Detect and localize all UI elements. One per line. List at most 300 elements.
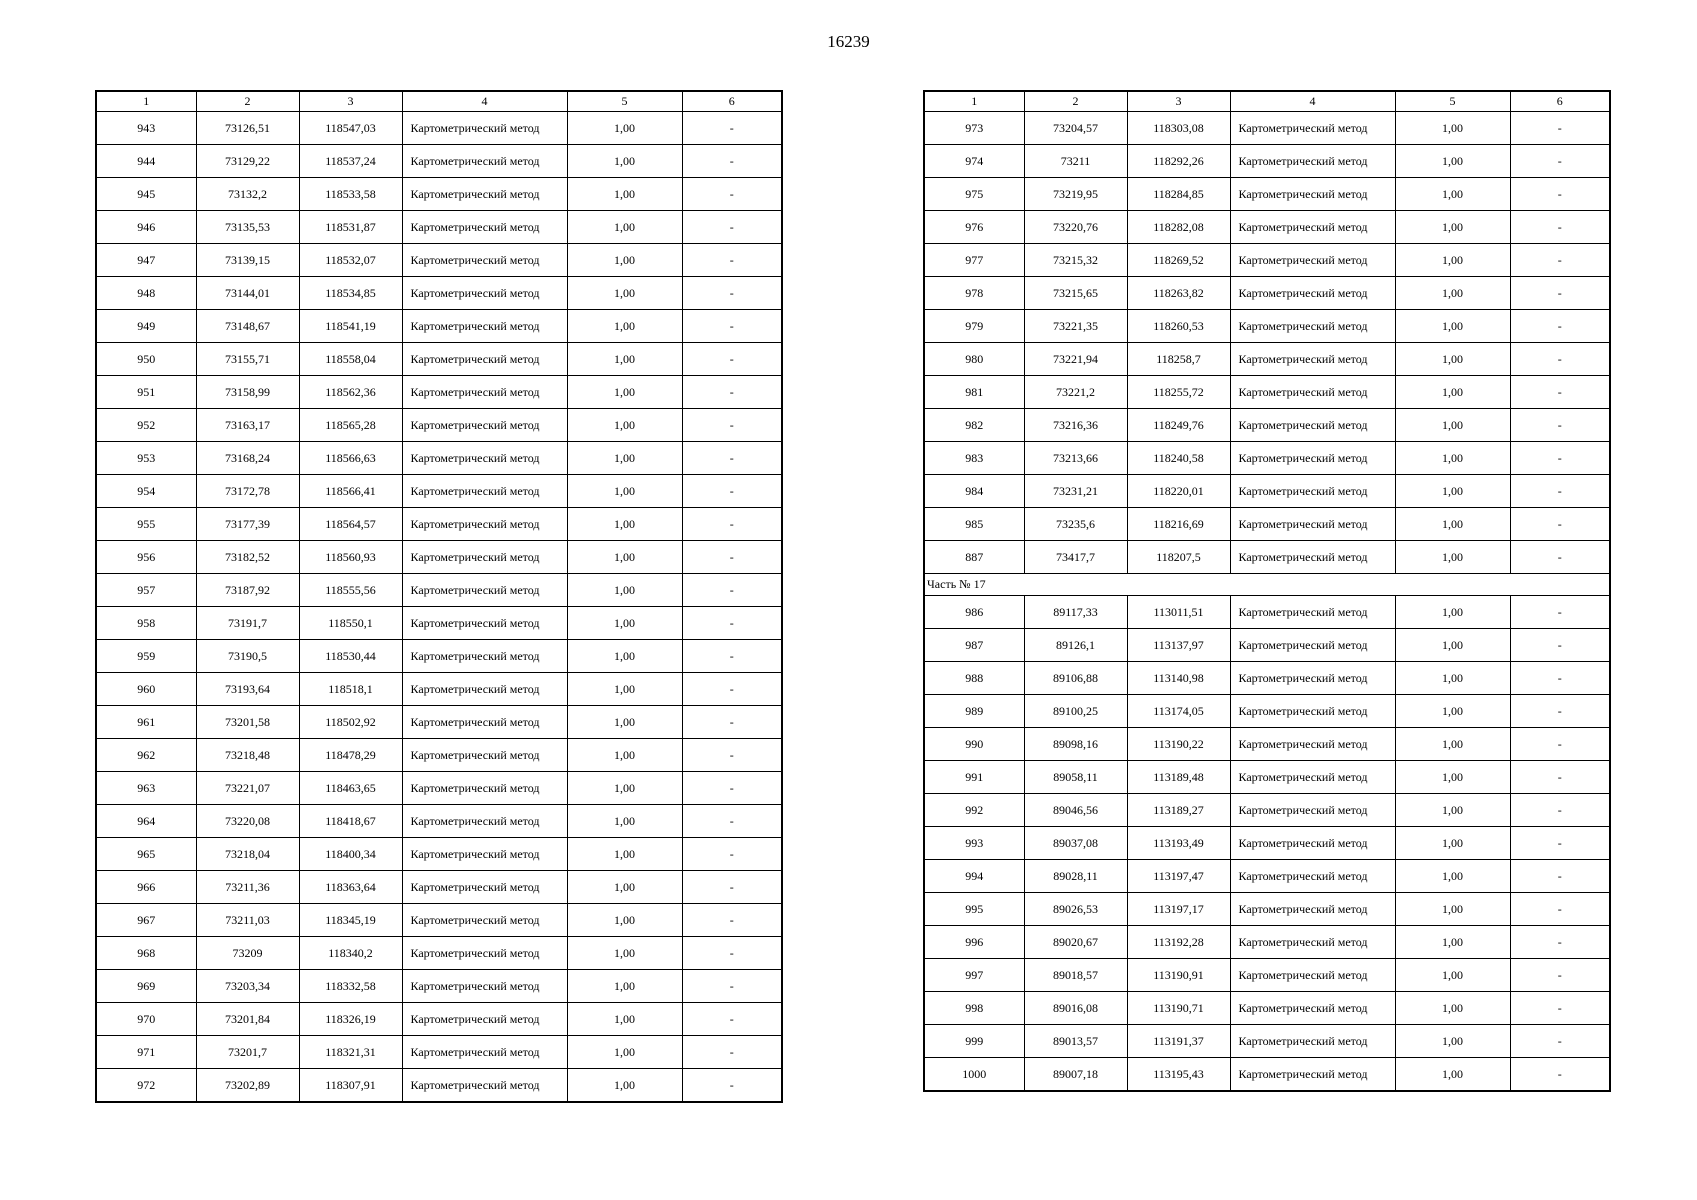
table-row bbox=[924, 541, 1610, 574]
accuracy-cell: 1,00 bbox=[567, 211, 682, 244]
note-cell: - bbox=[682, 1003, 782, 1036]
note-cell: - bbox=[682, 277, 782, 310]
table-row bbox=[924, 475, 1610, 508]
note-cell: - bbox=[682, 145, 782, 178]
x-coordinate-cell: 89046,56 bbox=[1024, 794, 1127, 827]
method-cell: Картометрический метод bbox=[402, 145, 567, 178]
method-cell: Картометрический метод bbox=[1230, 376, 1395, 409]
table-row bbox=[96, 871, 782, 904]
y-coordinate-cell: 113190,71 bbox=[1127, 992, 1230, 1025]
y-coordinate-cell: 118292,26 bbox=[1127, 145, 1230, 178]
x-coordinate-cell: 89013,57 bbox=[1024, 1025, 1127, 1058]
table-row bbox=[924, 211, 1610, 244]
note-cell: - bbox=[682, 1036, 782, 1069]
column-header-2: 2 bbox=[1024, 91, 1127, 112]
method-cell: Картометрический метод bbox=[1230, 112, 1395, 145]
point-number-cell: 951 bbox=[96, 376, 196, 409]
y-coordinate-cell: 118531,87 bbox=[299, 211, 402, 244]
point-number-cell: 978 bbox=[924, 277, 1024, 310]
x-coordinate-cell: 73209 bbox=[196, 937, 299, 970]
method-cell: Картометрический метод bbox=[402, 805, 567, 838]
table-row bbox=[96, 442, 782, 475]
note-cell: - bbox=[1510, 728, 1610, 761]
method-cell: Картометрический метод bbox=[402, 739, 567, 772]
method-cell: Картометрический метод bbox=[1230, 178, 1395, 211]
point-number-cell: 946 bbox=[96, 211, 196, 244]
table-row bbox=[924, 376, 1610, 409]
method-cell: Картометрический метод bbox=[402, 1036, 567, 1069]
table-row bbox=[96, 607, 782, 640]
column-header-4: 4 bbox=[1230, 91, 1395, 112]
method-cell: Картометрический метод bbox=[1230, 827, 1395, 860]
y-coordinate-cell: 118263,82 bbox=[1127, 277, 1230, 310]
accuracy-cell: 1,00 bbox=[567, 475, 682, 508]
point-number-cell: 990 bbox=[924, 728, 1024, 761]
table-row bbox=[96, 145, 782, 178]
table-row bbox=[924, 178, 1610, 211]
method-cell: Картометрический метод bbox=[402, 409, 567, 442]
table-row bbox=[924, 992, 1610, 1025]
point-number-cell: 975 bbox=[924, 178, 1024, 211]
accuracy-cell: 1,00 bbox=[567, 1069, 682, 1103]
method-cell: Картометрический метод bbox=[402, 244, 567, 277]
section-label: Часть № 17 bbox=[924, 574, 1610, 596]
table-row bbox=[96, 541, 782, 574]
x-coordinate-cell: 73177,39 bbox=[196, 508, 299, 541]
method-cell: Картометрический метод bbox=[402, 277, 567, 310]
method-cell: Картометрический метод bbox=[402, 706, 567, 739]
method-cell: Картометрический метод bbox=[402, 310, 567, 343]
point-number-cell: 964 bbox=[96, 805, 196, 838]
table-row bbox=[96, 805, 782, 838]
accuracy-cell: 1,00 bbox=[1395, 475, 1510, 508]
accuracy-cell: 1,00 bbox=[567, 1003, 682, 1036]
x-coordinate-cell: 73220,08 bbox=[196, 805, 299, 838]
point-number-cell: 965 bbox=[96, 838, 196, 871]
table-row bbox=[96, 673, 782, 706]
table-row bbox=[96, 1069, 782, 1103]
note-cell: - bbox=[1510, 926, 1610, 959]
point-number-cell: 998 bbox=[924, 992, 1024, 1025]
accuracy-cell: 1,00 bbox=[567, 871, 682, 904]
x-coordinate-cell: 73221,35 bbox=[1024, 310, 1127, 343]
y-coordinate-cell: 118502,92 bbox=[299, 706, 402, 739]
method-cell: Картометрический метод bbox=[1230, 926, 1395, 959]
column-header-5: 5 bbox=[567, 91, 682, 112]
method-cell: Картометрический метод bbox=[402, 442, 567, 475]
x-coordinate-cell: 73219,95 bbox=[1024, 178, 1127, 211]
point-number-cell: 887 bbox=[924, 541, 1024, 574]
accuracy-cell: 1,00 bbox=[567, 706, 682, 739]
y-coordinate-cell: 113189,27 bbox=[1127, 794, 1230, 827]
accuracy-cell: 1,00 bbox=[1395, 277, 1510, 310]
table-row bbox=[924, 112, 1610, 145]
y-coordinate-cell: 118216,69 bbox=[1127, 508, 1230, 541]
accuracy-cell: 1,00 bbox=[1395, 695, 1510, 728]
accuracy-cell: 1,00 bbox=[567, 310, 682, 343]
y-coordinate-cell: 118220,01 bbox=[1127, 475, 1230, 508]
y-coordinate-cell: 118562,36 bbox=[299, 376, 402, 409]
method-cell: Картометрический метод bbox=[1230, 695, 1395, 728]
table-row bbox=[924, 343, 1610, 376]
accuracy-cell: 1,00 bbox=[567, 541, 682, 574]
point-number-cell: 959 bbox=[96, 640, 196, 673]
table-row bbox=[96, 112, 782, 145]
x-coordinate-cell: 73155,71 bbox=[196, 343, 299, 376]
table-row bbox=[96, 277, 782, 310]
accuracy-cell: 1,00 bbox=[567, 838, 682, 871]
y-coordinate-cell: 118363,64 bbox=[299, 871, 402, 904]
point-number-cell: 995 bbox=[924, 893, 1024, 926]
method-cell: Картометрический метод bbox=[402, 211, 567, 244]
table-row bbox=[924, 409, 1610, 442]
method-cell: Картометрический метод bbox=[1230, 409, 1395, 442]
x-coordinate-cell: 89098,16 bbox=[1024, 728, 1127, 761]
point-number-cell: 976 bbox=[924, 211, 1024, 244]
x-coordinate-cell: 73182,52 bbox=[196, 541, 299, 574]
table-row bbox=[924, 1058, 1610, 1092]
table-row bbox=[924, 728, 1610, 761]
accuracy-cell: 1,00 bbox=[567, 277, 682, 310]
accuracy-cell: 1,00 bbox=[1395, 508, 1510, 541]
accuracy-cell: 1,00 bbox=[567, 772, 682, 805]
note-cell: - bbox=[1510, 178, 1610, 211]
x-coordinate-cell: 73168,24 bbox=[196, 442, 299, 475]
method-cell: Картометрический метод bbox=[402, 178, 567, 211]
column-header-4: 4 bbox=[402, 91, 567, 112]
x-coordinate-cell: 89058,11 bbox=[1024, 761, 1127, 794]
point-number-cell: 988 bbox=[924, 662, 1024, 695]
column-header-2: 2 bbox=[196, 91, 299, 112]
note-cell: - bbox=[682, 244, 782, 277]
note-cell: - bbox=[682, 805, 782, 838]
note-cell: - bbox=[682, 607, 782, 640]
point-number-cell: 992 bbox=[924, 794, 1024, 827]
x-coordinate-cell: 73231,21 bbox=[1024, 475, 1127, 508]
note-cell: - bbox=[682, 904, 782, 937]
method-cell: Картометрический метод bbox=[402, 508, 567, 541]
point-number-cell: 991 bbox=[924, 761, 1024, 794]
point-number-cell: 994 bbox=[924, 860, 1024, 893]
note-cell: - bbox=[1510, 376, 1610, 409]
method-cell: Картометрический метод bbox=[402, 1003, 567, 1036]
accuracy-cell: 1,00 bbox=[1395, 145, 1510, 178]
method-cell: Картометрический метод bbox=[402, 640, 567, 673]
x-coordinate-cell: 73201,58 bbox=[196, 706, 299, 739]
y-coordinate-cell: 118558,04 bbox=[299, 343, 402, 376]
y-coordinate-cell: 118249,76 bbox=[1127, 409, 1230, 442]
table-row bbox=[96, 838, 782, 871]
point-number-cell: 955 bbox=[96, 508, 196, 541]
column-header-1: 1 bbox=[96, 91, 196, 112]
x-coordinate-cell: 73221,07 bbox=[196, 772, 299, 805]
table-row bbox=[96, 475, 782, 508]
accuracy-cell: 1,00 bbox=[567, 607, 682, 640]
x-coordinate-cell: 73216,36 bbox=[1024, 409, 1127, 442]
y-coordinate-cell: 118478,29 bbox=[299, 739, 402, 772]
x-coordinate-cell: 73193,64 bbox=[196, 673, 299, 706]
method-cell: Картометрический метод bbox=[1230, 1025, 1395, 1058]
x-coordinate-cell: 73172,78 bbox=[196, 475, 299, 508]
method-cell: Картометрический метод bbox=[1230, 244, 1395, 277]
point-number-cell: 993 bbox=[924, 827, 1024, 860]
y-coordinate-cell: 113011,51 bbox=[1127, 596, 1230, 629]
table-row bbox=[96, 343, 782, 376]
point-number-cell: 956 bbox=[96, 541, 196, 574]
accuracy-cell: 1,00 bbox=[567, 409, 682, 442]
y-coordinate-cell: 113193,49 bbox=[1127, 827, 1230, 860]
method-cell: Картометрический метод bbox=[1230, 310, 1395, 343]
x-coordinate-cell: 73148,67 bbox=[196, 310, 299, 343]
table-row bbox=[924, 761, 1610, 794]
x-coordinate-cell: 73218,04 bbox=[196, 838, 299, 871]
accuracy-cell: 1,00 bbox=[567, 805, 682, 838]
note-cell: - bbox=[682, 310, 782, 343]
accuracy-cell: 1,00 bbox=[1395, 761, 1510, 794]
point-number-cell: 944 bbox=[96, 145, 196, 178]
point-number-cell: 983 bbox=[924, 442, 1024, 475]
table-row bbox=[96, 376, 782, 409]
y-coordinate-cell: 118564,57 bbox=[299, 508, 402, 541]
accuracy-cell: 1,00 bbox=[1395, 211, 1510, 244]
note-cell: - bbox=[682, 178, 782, 211]
y-coordinate-cell: 118332,58 bbox=[299, 970, 402, 1003]
x-coordinate-cell: 73139,15 bbox=[196, 244, 299, 277]
y-coordinate-cell: 118537,24 bbox=[299, 145, 402, 178]
x-coordinate-cell: 73211,36 bbox=[196, 871, 299, 904]
y-coordinate-cell: 118255,72 bbox=[1127, 376, 1230, 409]
table-row bbox=[924, 244, 1610, 277]
x-coordinate-cell: 73202,89 bbox=[196, 1069, 299, 1103]
y-coordinate-cell: 113195,43 bbox=[1127, 1058, 1230, 1092]
y-coordinate-cell: 118258,7 bbox=[1127, 343, 1230, 376]
note-cell: - bbox=[1510, 244, 1610, 277]
accuracy-cell: 1,00 bbox=[1395, 244, 1510, 277]
y-coordinate-cell: 118550,1 bbox=[299, 607, 402, 640]
point-number-cell: 960 bbox=[96, 673, 196, 706]
note-cell: - bbox=[682, 211, 782, 244]
y-coordinate-cell: 118532,07 bbox=[299, 244, 402, 277]
x-coordinate-cell: 89028,11 bbox=[1024, 860, 1127, 893]
accuracy-cell: 1,00 bbox=[567, 640, 682, 673]
note-cell: - bbox=[1510, 629, 1610, 662]
y-coordinate-cell: 113192,28 bbox=[1127, 926, 1230, 959]
table-row bbox=[96, 739, 782, 772]
x-coordinate-cell: 73201,84 bbox=[196, 1003, 299, 1036]
point-number-cell: 945 bbox=[96, 178, 196, 211]
y-coordinate-cell: 118533,58 bbox=[299, 178, 402, 211]
note-cell: - bbox=[1510, 112, 1610, 145]
point-number-cell: 997 bbox=[924, 959, 1024, 992]
x-coordinate-cell: 73213,66 bbox=[1024, 442, 1127, 475]
accuracy-cell: 1,00 bbox=[567, 376, 682, 409]
y-coordinate-cell: 113189,48 bbox=[1127, 761, 1230, 794]
method-cell: Картометрический метод bbox=[1230, 541, 1395, 574]
table-row bbox=[924, 277, 1610, 310]
note-cell: - bbox=[682, 871, 782, 904]
table-row bbox=[96, 1003, 782, 1036]
note-cell: - bbox=[1510, 761, 1610, 794]
accuracy-cell: 1,00 bbox=[1395, 860, 1510, 893]
point-number-cell: 953 bbox=[96, 442, 196, 475]
table-row bbox=[924, 959, 1610, 992]
accuracy-cell: 1,00 bbox=[1395, 827, 1510, 860]
table-row bbox=[924, 629, 1610, 662]
y-coordinate-cell: 113191,37 bbox=[1127, 1025, 1230, 1058]
table-row bbox=[924, 662, 1610, 695]
table-row bbox=[924, 695, 1610, 728]
y-coordinate-cell: 113137,97 bbox=[1127, 629, 1230, 662]
y-coordinate-cell: 118541,19 bbox=[299, 310, 402, 343]
note-cell: - bbox=[682, 343, 782, 376]
section-row bbox=[924, 574, 1610, 596]
note-cell: - bbox=[682, 970, 782, 1003]
y-coordinate-cell: 118303,08 bbox=[1127, 112, 1230, 145]
method-cell: Картометрический метод bbox=[402, 343, 567, 376]
y-coordinate-cell: 113174,05 bbox=[1127, 695, 1230, 728]
point-number-cell: 966 bbox=[96, 871, 196, 904]
point-number-cell: 985 bbox=[924, 508, 1024, 541]
accuracy-cell: 1,00 bbox=[567, 244, 682, 277]
note-cell: - bbox=[682, 838, 782, 871]
accuracy-cell: 1,00 bbox=[1395, 794, 1510, 827]
x-coordinate-cell: 73417,7 bbox=[1024, 541, 1127, 574]
x-coordinate-cell: 73215,32 bbox=[1024, 244, 1127, 277]
accuracy-cell: 1,00 bbox=[567, 1036, 682, 1069]
accuracy-cell: 1,00 bbox=[1395, 310, 1510, 343]
point-number-cell: 970 bbox=[96, 1003, 196, 1036]
column-header-6: 6 bbox=[1510, 91, 1610, 112]
y-coordinate-cell: 113190,91 bbox=[1127, 959, 1230, 992]
method-cell: Картометрический метод bbox=[402, 574, 567, 607]
page-number: 16239 bbox=[827, 32, 870, 51]
note-cell: - bbox=[682, 706, 782, 739]
point-number-cell: 962 bbox=[96, 739, 196, 772]
coordinates-table-right bbox=[923, 90, 1611, 1092]
point-number-cell: 980 bbox=[924, 343, 1024, 376]
point-number-cell: 961 bbox=[96, 706, 196, 739]
method-cell: Картометрический метод bbox=[402, 871, 567, 904]
point-number-cell: 967 bbox=[96, 904, 196, 937]
note-cell: - bbox=[682, 508, 782, 541]
note-cell: - bbox=[1510, 508, 1610, 541]
note-cell: - bbox=[682, 475, 782, 508]
x-coordinate-cell: 89126,1 bbox=[1024, 629, 1127, 662]
table-row bbox=[924, 1025, 1610, 1058]
point-number-cell: 989 bbox=[924, 695, 1024, 728]
point-number-cell: 987 bbox=[924, 629, 1024, 662]
x-coordinate-cell: 73221,2 bbox=[1024, 376, 1127, 409]
table-row bbox=[924, 145, 1610, 178]
note-cell: - bbox=[682, 442, 782, 475]
accuracy-cell: 1,00 bbox=[567, 904, 682, 937]
accuracy-cell: 1,00 bbox=[567, 739, 682, 772]
y-coordinate-cell: 118321,31 bbox=[299, 1036, 402, 1069]
method-cell: Картометрический метод bbox=[1230, 662, 1395, 695]
column-header-6: 6 bbox=[682, 91, 782, 112]
note-cell: - bbox=[1510, 310, 1610, 343]
method-cell: Картометрический метод bbox=[402, 376, 567, 409]
y-coordinate-cell: 118345,19 bbox=[299, 904, 402, 937]
method-cell: Картометрический метод bbox=[402, 475, 567, 508]
y-coordinate-cell: 118547,03 bbox=[299, 112, 402, 145]
note-cell: - bbox=[1510, 860, 1610, 893]
point-number-cell: 963 bbox=[96, 772, 196, 805]
x-coordinate-cell: 73163,17 bbox=[196, 409, 299, 442]
accuracy-cell: 1,00 bbox=[1395, 1025, 1510, 1058]
y-coordinate-cell: 118566,63 bbox=[299, 442, 402, 475]
method-cell: Картометрический метод bbox=[1230, 475, 1395, 508]
y-coordinate-cell: 113190,22 bbox=[1127, 728, 1230, 761]
method-cell: Картометрический метод bbox=[1230, 959, 1395, 992]
method-cell: Картометрический метод bbox=[402, 607, 567, 640]
point-number-cell: 949 bbox=[96, 310, 196, 343]
accuracy-cell: 1,00 bbox=[567, 178, 682, 211]
accuracy-cell: 1,00 bbox=[1395, 629, 1510, 662]
y-coordinate-cell: 118530,44 bbox=[299, 640, 402, 673]
accuracy-cell: 1,00 bbox=[1395, 1058, 1510, 1092]
point-number-cell: 948 bbox=[96, 277, 196, 310]
method-cell: Картометрический метод bbox=[1230, 992, 1395, 1025]
y-coordinate-cell: 118207,5 bbox=[1127, 541, 1230, 574]
accuracy-cell: 1,00 bbox=[1395, 541, 1510, 574]
accuracy-cell: 1,00 bbox=[1395, 596, 1510, 629]
x-coordinate-cell: 73190,5 bbox=[196, 640, 299, 673]
note-cell: - bbox=[682, 376, 782, 409]
y-coordinate-cell: 118534,85 bbox=[299, 277, 402, 310]
y-coordinate-cell: 118560,93 bbox=[299, 541, 402, 574]
note-cell: - bbox=[682, 1069, 782, 1103]
y-coordinate-cell: 118463,65 bbox=[299, 772, 402, 805]
note-cell: - bbox=[682, 541, 782, 574]
note-cell: - bbox=[682, 937, 782, 970]
x-coordinate-cell: 89018,57 bbox=[1024, 959, 1127, 992]
note-cell: - bbox=[1510, 596, 1610, 629]
point-number-cell: 947 bbox=[96, 244, 196, 277]
point-number-cell: 982 bbox=[924, 409, 1024, 442]
method-cell: Картометрический метод bbox=[402, 838, 567, 871]
table-row bbox=[96, 904, 782, 937]
method-cell: Картометрический метод bbox=[1230, 277, 1395, 310]
x-coordinate-cell: 73126,51 bbox=[196, 112, 299, 145]
accuracy-cell: 1,00 bbox=[1395, 959, 1510, 992]
point-number-cell: 957 bbox=[96, 574, 196, 607]
x-coordinate-cell: 89037,08 bbox=[1024, 827, 1127, 860]
x-coordinate-cell: 73220,76 bbox=[1024, 211, 1127, 244]
accuracy-cell: 1,00 bbox=[1395, 728, 1510, 761]
x-coordinate-cell: 73211,03 bbox=[196, 904, 299, 937]
note-cell: - bbox=[682, 673, 782, 706]
method-cell: Картометрический метод bbox=[402, 1069, 567, 1103]
x-coordinate-cell: 89117,33 bbox=[1024, 596, 1127, 629]
table-row bbox=[924, 893, 1610, 926]
method-cell: Картометрический метод bbox=[1230, 508, 1395, 541]
point-number-cell: 950 bbox=[96, 343, 196, 376]
accuracy-cell: 1,00 bbox=[1395, 112, 1510, 145]
note-cell: - bbox=[682, 574, 782, 607]
x-coordinate-cell: 73221,94 bbox=[1024, 343, 1127, 376]
table-row bbox=[96, 640, 782, 673]
table-row bbox=[924, 596, 1610, 629]
table-row bbox=[924, 827, 1610, 860]
accuracy-cell: 1,00 bbox=[1395, 442, 1510, 475]
x-coordinate-cell: 73191,7 bbox=[196, 607, 299, 640]
point-number-cell: 974 bbox=[924, 145, 1024, 178]
method-cell: Картометрический метод bbox=[1230, 145, 1395, 178]
method-cell: Картометрический метод bbox=[402, 112, 567, 145]
table-row bbox=[924, 508, 1610, 541]
accuracy-cell: 1,00 bbox=[567, 574, 682, 607]
